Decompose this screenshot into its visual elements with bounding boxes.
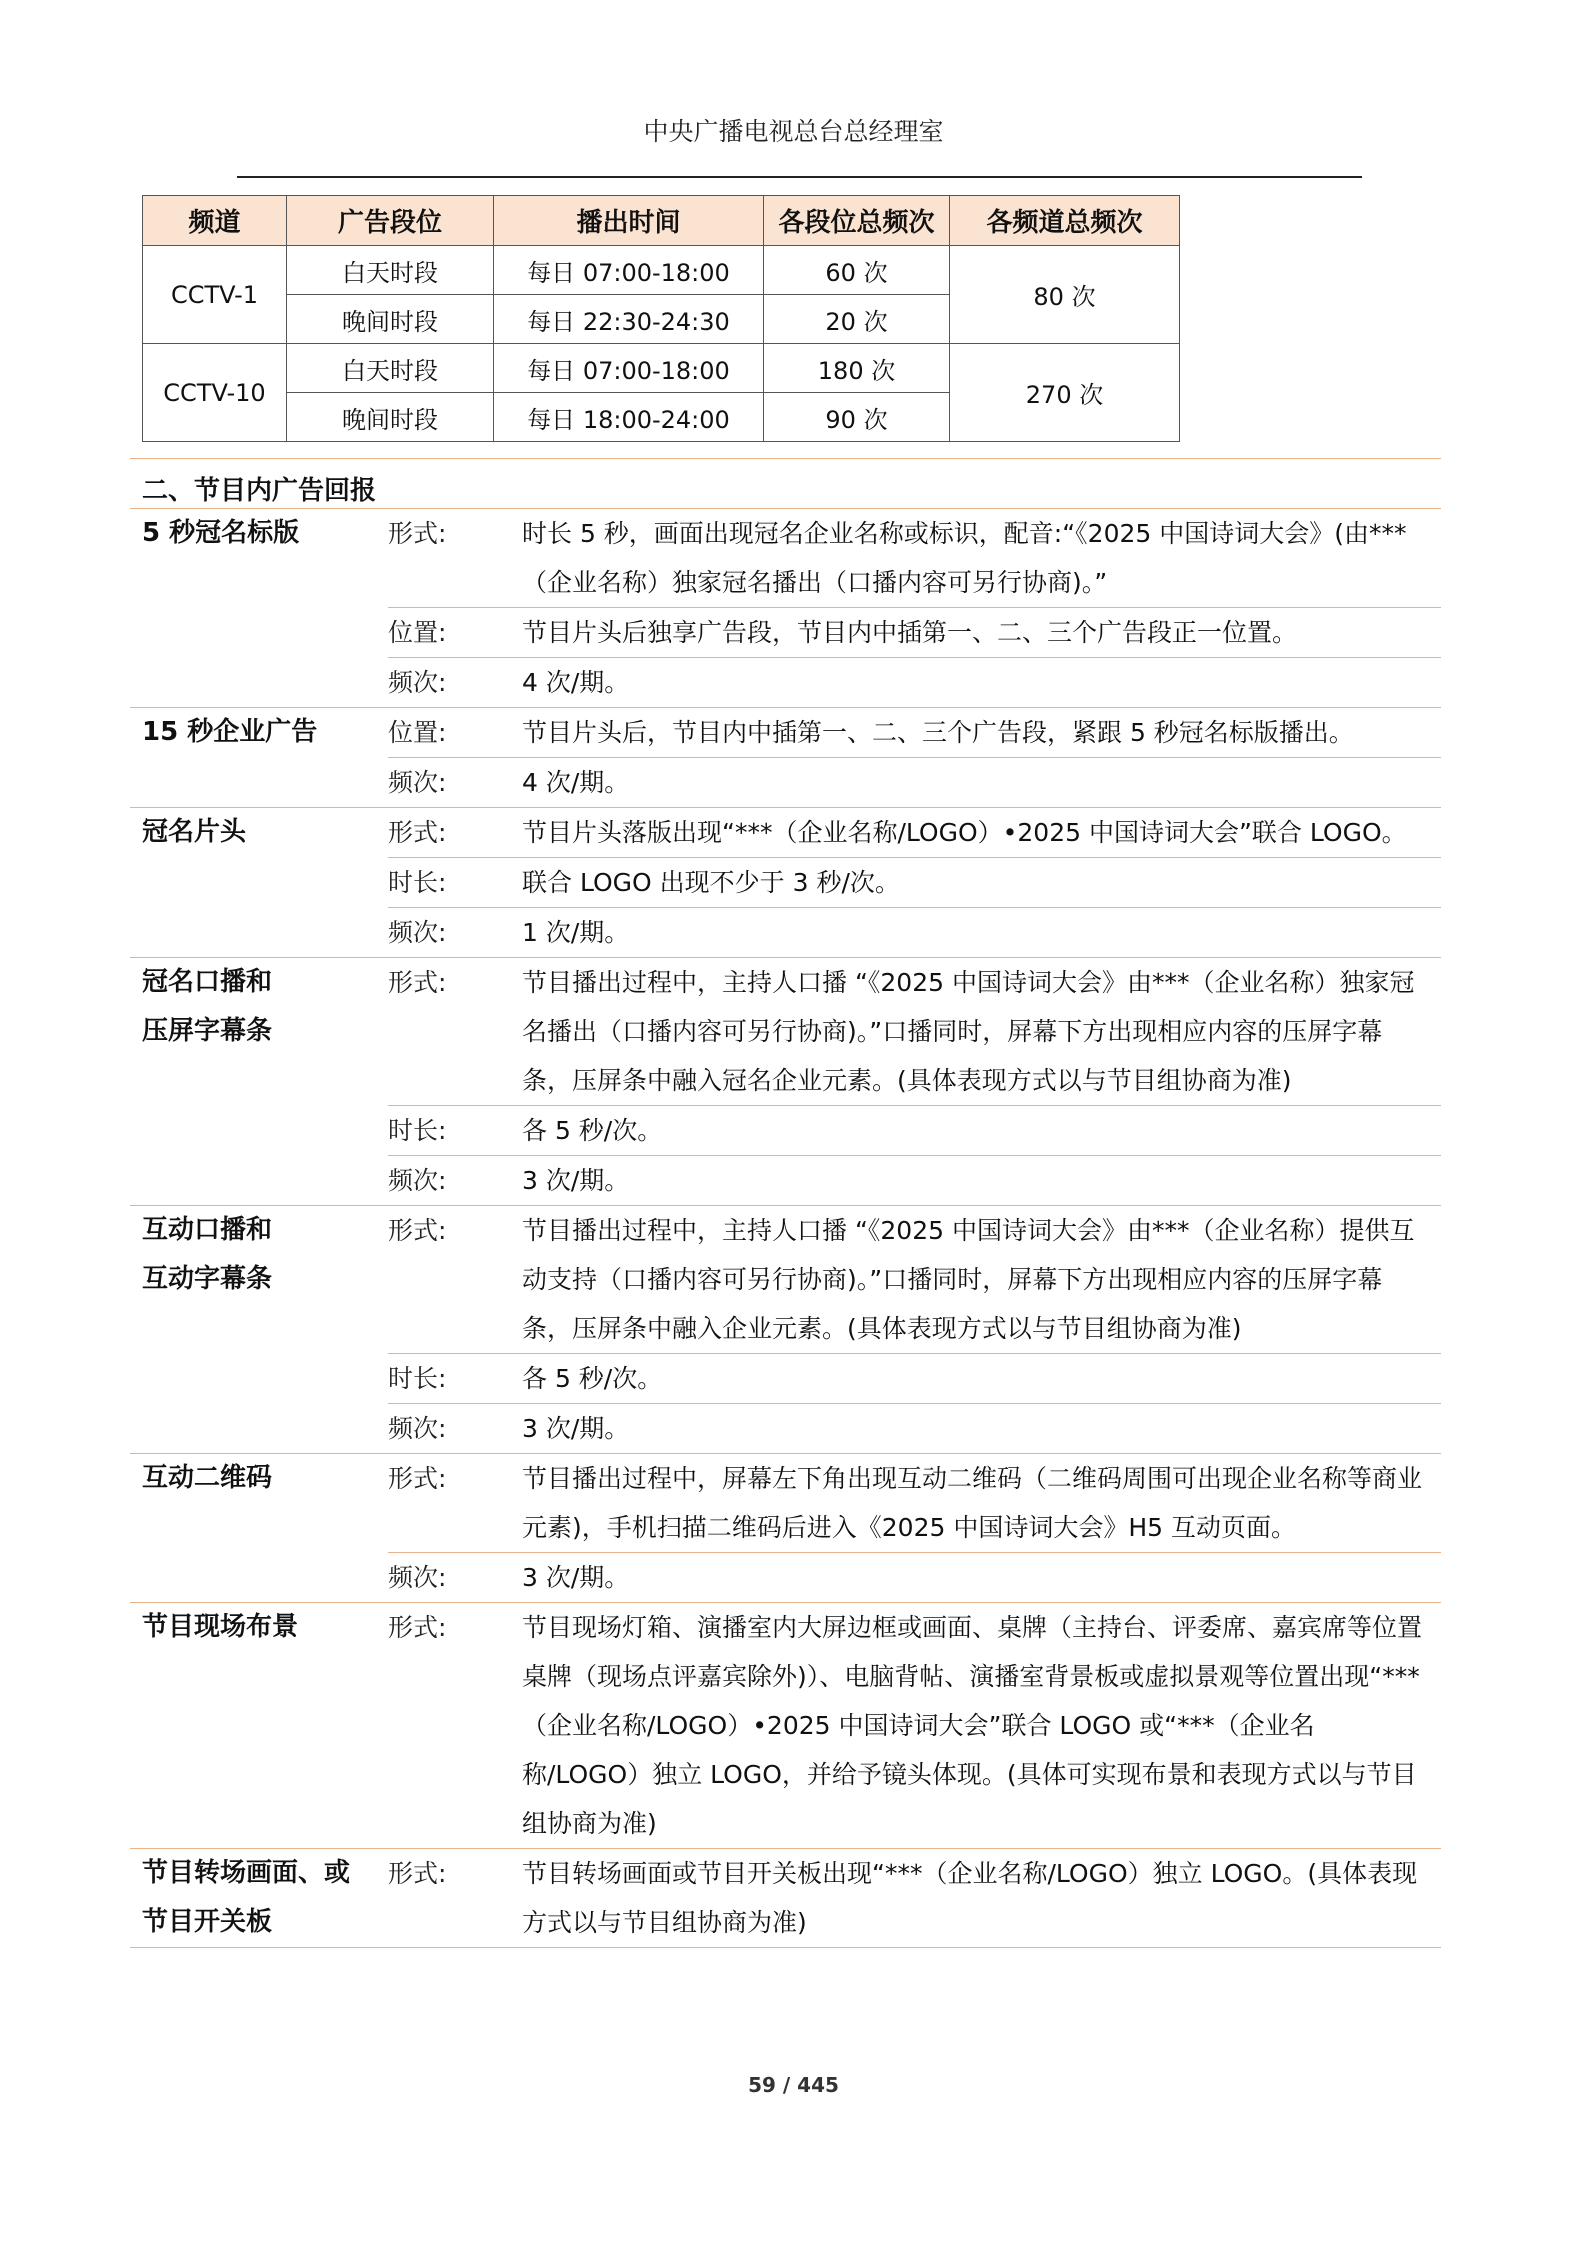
ad-block [130, 808, 1441, 958]
ad-detail-row [388, 658, 1441, 707]
ad-detail-key: 时长: [388, 1116, 447, 1145]
ad-detail-key: 频次: [388, 768, 447, 797]
ad-detail-key: 频次: [388, 918, 447, 947]
ad-detail-key: 形式: [388, 1613, 447, 1642]
slot-cell: 晚间时段 [287, 393, 494, 442]
col-header-slot-freq: 各段位总频次 [764, 196, 950, 246]
ad-block [130, 1454, 1441, 1603]
ad-block-rows [388, 1603, 1441, 1848]
rate-table-header-row [143, 196, 1180, 246]
ad-detail-row [388, 1454, 1441, 1553]
ad-detail-value: 4 次/期。 [522, 668, 630, 697]
ad-detail-key: 形式: [388, 818, 447, 847]
ad-detail-row [388, 908, 1441, 957]
col-header-channel-freq: 各频道总频次 [950, 196, 1180, 246]
slot-cell: 白天时段 [287, 246, 494, 295]
ad-detail-key: 形式: [388, 1859, 447, 1888]
ad-detail-row [388, 758, 1441, 807]
header-divider [237, 176, 1362, 178]
section-title: 二、节目内广告回报 [142, 476, 377, 506]
ad-detail-row [388, 1553, 1441, 1602]
ad-block-label: 冠名片头 [142, 817, 247, 847]
ad-detail-key: 时长: [388, 1364, 447, 1393]
time-cell: 每日 22:30-24:30 [494, 295, 764, 344]
freq-cell: 20 次 [764, 295, 950, 344]
ad-detail-value: 节目片头后独享广告段，节目内中插第一、二、三个广告段正一位置。 [522, 618, 1298, 647]
ad-detail-row [388, 608, 1441, 658]
ad-detail-key: 形式: [388, 519, 447, 548]
ad-detail-key: 时长: [388, 868, 447, 897]
ad-detail-value: 3 次/期。 [522, 1166, 630, 1195]
ad-detail-value: 各 5 秒/次。 [522, 1364, 663, 1393]
ad-block [130, 708, 1441, 808]
table-row [143, 246, 1180, 295]
ad-block-label: 互动二维码 [142, 1463, 273, 1493]
ad-detail-row [388, 1156, 1441, 1205]
ad-detail-value: 4 次/期。 [522, 768, 630, 797]
channel-cell: CCTV-10 [143, 344, 287, 442]
ad-block-label: 互动口播和 互动字幕条 [142, 1215, 273, 1294]
col-header-channel: 频道 [143, 196, 287, 246]
time-cell: 每日 07:00-18:00 [494, 344, 764, 393]
ad-block-label: 5 秒冠名标版 [142, 518, 300, 548]
ad-detail-row [388, 1849, 1441, 1947]
ad-block [130, 958, 1441, 1206]
ad-block [130, 1603, 1441, 1849]
ad-block-rows [388, 958, 1441, 1205]
ad-detail-row [388, 708, 1441, 758]
ad-detail-key: 位置: [388, 718, 447, 747]
freq-cell: 60 次 [764, 246, 950, 295]
ad-detail-row [388, 1106, 1441, 1156]
ad-block [130, 1849, 1441, 1948]
col-header-time: 播出时间 [494, 196, 764, 246]
ad-detail-value: 节目播出过程中，主持人口播 “《2025 中国诗词大会》由***（企业名称）提供互动支持（口播内容可另行协商)。”口播同时，屏幕下方出现相应内容的压屏字幕条，压屏条中融入企业元素。(具体表现方式以与节目组协商为准) [522, 1216, 1415, 1343]
ad-block-label: 冠名口播和 压屏字幕条 [142, 967, 273, 1046]
time-cell: 每日 07:00-18:00 [494, 246, 764, 295]
ad-block [130, 509, 1441, 708]
ad-block-rows [388, 509, 1441, 707]
ad-block-rows [388, 808, 1441, 957]
ad-detail-key: 形式: [388, 1216, 447, 1245]
ad-detail-value: 节目转场画面或节目开关板出现“***（企业名称/LOGO）独立 LOGO。(具体表现方式以与节目组协商为准) [522, 1859, 1418, 1937]
ad-detail-row [388, 1404, 1441, 1453]
ad-block-rows [388, 1849, 1441, 1947]
ad-block-rows [388, 1206, 1441, 1453]
ad-detail-row [388, 509, 1441, 608]
ad-block-label: 节目转场画面、或 节目开关板 [142, 1858, 351, 1937]
ad-detail-key: 频次: [388, 1563, 447, 1592]
ad-detail-value: 1 次/期。 [522, 918, 630, 947]
page-header-title: 中央广播电视总台总经理室 [643, 117, 944, 146]
ad-detail-value: 节目现场灯箱、演播室内大屏边框或画面、桌牌（主持台、评委席、嘉宾席等位置桌牌（现场点评嘉宾除外)）、电脑背帖、演播室背景板或虚拟景观等位置出现“***（企业名称/LOGO）•2025 中国诗词大会”联合 LOGO 或“***（企业名称/LOGO）独立 LOGO，并给予镜头体现。(具体可实现布景和表现方式以与节目组协商为准) [522, 1613, 1423, 1838]
ad-detail-row [388, 1354, 1441, 1404]
ad-detail-value: 3 次/期。 [522, 1414, 630, 1443]
ad-detail-key: 频次: [388, 1414, 447, 1443]
ad-detail-value: 节目播出过程中，屏幕左下角出现互动二维码（二维码周围可出现企业名称等商业元素)，手机扫描二维码后进入《2025 中国诗词大会》H5 互动页面。 [522, 1464, 1423, 1542]
ad-detail-row [388, 858, 1441, 908]
section-divider [130, 458, 1441, 459]
ad-detail-row [388, 808, 1441, 858]
freq-cell: 180 次 [764, 344, 950, 393]
time-cell: 每日 18:00-24:00 [494, 393, 764, 442]
ad-block [130, 1206, 1441, 1454]
channel-total-cell: 80 次 [950, 246, 1180, 344]
ad-block-label: 15 秒企业广告 [142, 717, 318, 747]
ad-detail-value: 节目片头落版出现“***（企业名称/LOGO）•2025 中国诗词大会”联合 LOGO。 [522, 818, 1407, 847]
table-row [143, 344, 1180, 393]
ad-detail-value: 节目片头后，节目内中插第一、二、三个广告段，紧跟 5 秒冠名标版播出。 [522, 718, 1354, 747]
col-header-slot: 广告段位 [287, 196, 494, 246]
ad-detail-value: 联合 LOGO 出现不少于 3 秒/次。 [522, 868, 900, 897]
ad-block-rows [388, 1454, 1441, 1602]
ad-detail-key: 频次: [388, 1166, 447, 1195]
ad-block-label: 节目现场布景 [142, 1612, 299, 1642]
channel-cell: CCTV-1 [143, 246, 287, 344]
channel-total-cell: 270 次 [950, 344, 1180, 442]
ad-detail-value: 3 次/期。 [522, 1563, 630, 1592]
ad-detail-value: 时长 5 秒，画面出现冠名企业名称或标识，配音:“《2025 中国诗词大会》(由***（企业名称）独家冠名播出（口播内容可另行协商)。” [522, 519, 1407, 597]
rate-table [142, 195, 1180, 442]
ad-detail-value: 各 5 秒/次。 [522, 1116, 663, 1145]
ad-detail-row [388, 958, 1441, 1106]
slot-cell: 白天时段 [287, 344, 494, 393]
ad-detail-key: 形式: [388, 1464, 447, 1493]
freq-cell: 90 次 [764, 393, 950, 442]
ad-detail-row [388, 1206, 1441, 1354]
ad-detail-key: 频次: [388, 668, 447, 697]
ad-return-list [130, 509, 1441, 1948]
page-number: 59 / 445 [748, 2073, 839, 2097]
slot-cell: 晚间时段 [287, 295, 494, 344]
ad-detail-key: 形式: [388, 968, 447, 997]
ad-detail-key: 位置: [388, 618, 447, 647]
ad-block-rows [388, 708, 1441, 807]
ad-detail-row [388, 1603, 1441, 1848]
ad-detail-value: 节目播出过程中，主持人口播 “《2025 中国诗词大会》由***（企业名称）独家冠名播出（口播内容可另行协商)。”口播同时，屏幕下方出现相应内容的压屏字幕条，压屏条中融入冠名企业元素。(具体表现方式以与节目组协商为准) [522, 968, 1415, 1095]
